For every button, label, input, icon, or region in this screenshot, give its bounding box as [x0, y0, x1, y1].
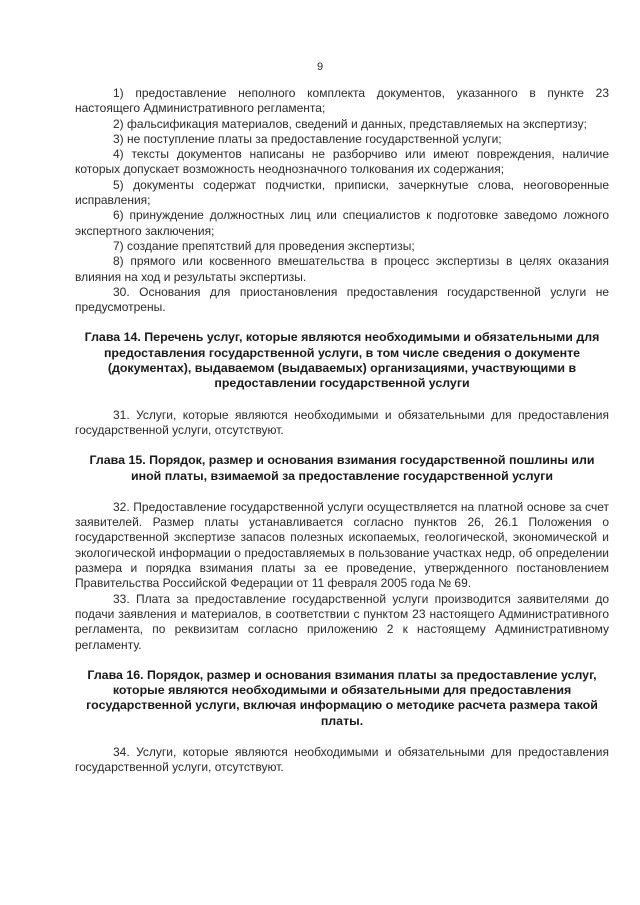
- paragraph-33: 33. Плата за предоставление государственной услуги производится заявителями до подачи заявления и материалов, в соответствии с пунктом 23 настоящего Административного регламента, по реквизитам согласно приложению 2 к настоящему Административному регламенту.: [75, 591, 609, 652]
- paragraph-30: 30. Основания для приостановления предоставления государственной услуги не предусмотрены.: [75, 284, 609, 315]
- chapter-16-heading: Глава 16. Порядок, размер и основания взимания платы за предоставление услуг, которые являются необходимыми и обязательными для предоставления государственной услуги, включая информацию о методике расчета размера такой платы.: [86, 667, 598, 728]
- page-number: 9: [316, 61, 324, 73]
- list-item-1: 1) предоставление неполного комплекта документов, указанного в пункте 23 настоящего Административного регламента;: [75, 86, 609, 116]
- chapter-14-heading: Глава 14. Перечень услуг, которые являются необходимыми и обязательными для предоставления государственной услуги, в том числе сведения о документе (документах), выдаваемом (выдаваемых) организациями, участвующими в предоставлении государственной услуги: [84, 330, 600, 391]
- list-item-3: 3) не поступление платы за предоставление государственной услуги;: [113, 131, 502, 146]
- paragraph-31: 31. Услуги, которые являются необходимыми и обязательными для предоставления государственной услуги, отсутствуют.: [75, 407, 609, 437]
- list-item-6: 6) принуждение должностных лиц или специалистов к подготовке заведомо ложного экспертного заключения;: [75, 208, 609, 238]
- list-item-2: 2) фальсификация материалов, сведений и данных, представляемых на экспертизу;: [113, 116, 587, 131]
- document-body: [75, 86, 609, 776]
- paragraph-34: 34. Услуги, которые являются необходимыми и обязательными для предоставления государственной услуги, отсутствуют.: [75, 744, 609, 775]
- list-item-8: 8) прямого или косвенного вмешательства в процесс экспертизы в целях оказания влияния на ход и результаты экспертизы.: [75, 254, 609, 284]
- list-item-5: 5) документы содержат подчистки, приписки, зачеркнутые слова, неоговоренные исправления;: [75, 177, 609, 208]
- chapter-15-heading: Глава 15. Порядок, размер и основания взимания государственной пошлины или иной платы, взимаемой за предоставление государственной услуги: [89, 453, 595, 483]
- list-item-4: 4) тексты документов написаны не разборчиво или имеют повреждения, наличие которых допускает возможность неоднозначного толкования их содержания;: [75, 147, 609, 177]
- paragraph-32: 32. Предоставление государственной услуги осуществляется на платной основе за счет заявителей. Размер платы устанавливается согласно пунктов 26, 26.1 Положения о государственной экспертизе запасов полезных ископаемых, геологической, экономической и экологической информации о предоставляемых в пользование участках недр, об определении размера и порядка взимания платы за ее проведение, утвержденного постановлением Правительства Российской Федерации от 11 февраля 2005 года № 69.: [75, 499, 609, 591]
- list-item-7: 7) создание препятствий для проведения экспертизы;: [113, 238, 415, 253]
